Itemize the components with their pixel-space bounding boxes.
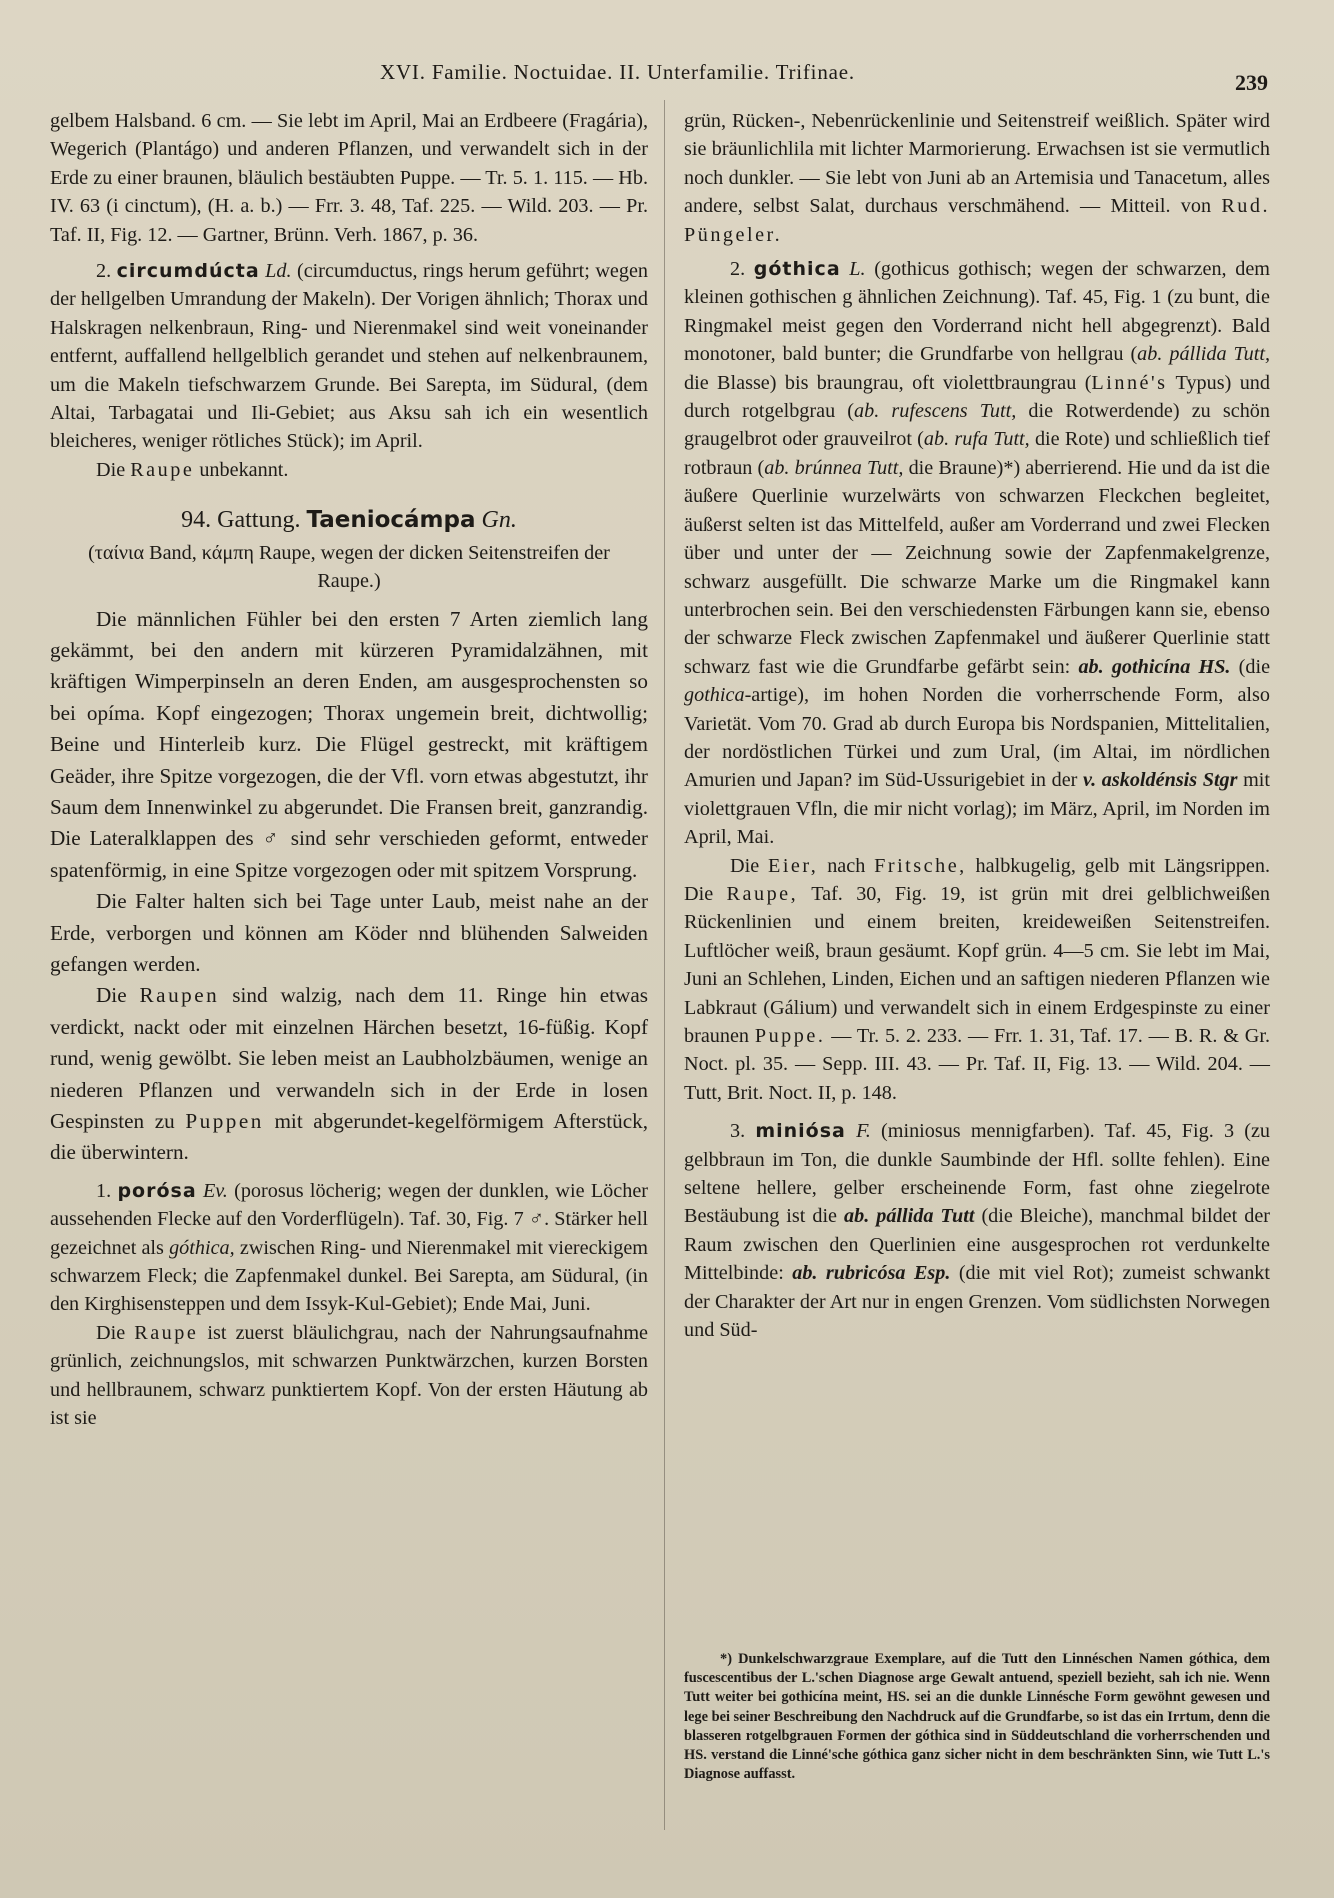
- species-name: porósa: [117, 1179, 197, 1202]
- genus-label: 94. Gattung.: [181, 507, 301, 534]
- species-description: (circumductus, rings herum geführt; wegen der hellgelben Umrandung der Makeln). Der Vorigen ähnlich; Thorax und Halskragen nelkenbraun, Ring- und Nierenmakel sind weit voneinander entfernt, auffallend hellgelblich gerandet und stehen auf nelkenbraunem, um die Makeln tiefschwarzem Grunde. Bei Sarepta, im Südural, (dem Altai, Tarbagatai und Ili-Gebiet; aus Aksu sah ich ein wesentlich bleicheres, weniger rötliches Stück); im April.: [50, 260, 648, 453]
- page-number: 239: [1235, 70, 1268, 95]
- person-name: Fritsche,: [874, 854, 967, 877]
- genus-paragraph-larvae: [50, 980, 648, 1168]
- early-stages-gothica: [684, 852, 1270, 1108]
- spaced-term: Raupe: [130, 458, 195, 481]
- text-fragment: die Blasse) bis braungrau, oft violettbraungrau (: [684, 371, 1092, 394]
- spaced-term: Eier,: [767, 854, 819, 877]
- text-fragment: sind walzig, nach dem 11. Ringe hin etwas verdickt, nackt oder mit einzelnen Härchen besetzt, 16-füßig. Kopf rund, wenig gewölbt. Sie leben meist an Laubholzbäumen, wenige an niederen Pflanzen und verwandeln sich in der Erde in losen Gespinsten zu: [50, 983, 649, 1133]
- species-entry-porosa: [50, 1177, 648, 1319]
- text-fragment: Die: [96, 458, 126, 481]
- spaced-term: Raupe: [134, 1321, 199, 1344]
- species-entry-miniosa: [684, 1117, 1270, 1344]
- footnote: *) Dunkelschwarzgraue Exemplare, auf die Tutt den Linnéschen Namen góthica, dem fuscescentibus der L.'schen Diagnose arge Gewalt antuend, speziell bezieht, sah ich nie. Wenn Tutt weiter bei gothicína meint, HS. sei an die dunkle Linnésche Form gewöhnt gewesen und lege bei seiner Beschreibung den Nachdruck auf die Grundfarbe, so ist das ein Irrtum, denn die blasseren rotgelbgrauen Formen der góthica sind in Süddeutschland die vorherrschenden und HS. verstand die Linné'sche góthica ganz sicher nicht in dem beschränkten Sinn, wie Tutt L.'s Diagnose auffasst.: [684, 1651, 1270, 1783]
- species-reference: gothica: [684, 684, 745, 707]
- raupe-note: [50, 456, 648, 484]
- text-fragment: die Rote) und schließlich tief rotbraun (: [684, 428, 1271, 479]
- species-description: zwischen Ring- und Nierenmakel mit viereckigem schwarzem Fleck; die Zapfenmakel dunkel. Bei Sarepta, am Südural, (in den Kirghisensteppen und dem Issyk-Kul-Gebiet); Ende Mai, Juni.: [50, 1236, 649, 1316]
- text-fragment: mit abgerundet-kegelförmigem Afterstück, die überwintern.: [50, 1109, 649, 1165]
- species-number: 3.: [730, 1120, 746, 1143]
- genus-paragraph-morphology: Die männlichen Fühler bei den ersten 7 Arten ziemlich lang gekämmt, bei den andern mit kürzeren Pyramidalzähnen, mit kräftigen Wimperpinseln an deren Enden, am ausgesprochensten so bei opíma. Kopf eingezogen; Thorax ungemein breit, dichtwollig; Beine und Hinterleib kurz. Die Flügel gestreckt, mit kräftigem Geäder, ihre Spitze vorgezogen, die der Vfl. vorn etwas abgestutzt, ihr Saum dem Innenwinkel zu abgerundet. Die Fransen breit, ganzrandig. Die Lateralklappen des ♂ sind sehr verschieden geformt, entweder spatenförmig, in eine Spitze vorgezogen oder mit spitzem Vorsprung.: [50, 606, 648, 882]
- person-name: Linné's: [1091, 371, 1168, 394]
- text-fragment: (miniosus mennigfarben). Taf. 45, Fig. 3 (zu gelbbraun im Ton, die dunkle Saumbinde der Hfl. sollte fehlen). Eine seltene hellere, gelber erscheinende Form, fast ohne ziegelrote Bestäubung ist die: [684, 1120, 1271, 1228]
- text-fragment: -artige), im hohen Norden die vorherrschende Form, also Varietät. Vom 70. Grad ab durch Europa bis Nordspanien, Mittelitalien, der nordöstlichen Türkei und zum Ural, (im Altai, im nördlichen Amurien und Japan? im Süd-Ussurigebiet in der: [684, 684, 1270, 792]
- genus-name: Taeniocámpa: [306, 507, 476, 534]
- genus-heading: [50, 506, 648, 534]
- aberration-name: ab. pállida Tutt,: [1137, 343, 1270, 366]
- text-fragment: (gothicus gothisch; wegen der schwarzen, dem kleinen gothischen g ähnlichen Zeichnung). Taf. 45, Fig. 1 (zu bunt, die Ringmakel meist gegen den Vorderrand nicht hell abgegrenzt). Bald monotoner, bald bunter; die Grundfarbe von hellgrau (: [684, 258, 1270, 366]
- species-author: F.: [856, 1120, 871, 1143]
- text-fragment: ist zuerst bläulichgrau, nach der Nahrungsaufnahme grünlich, zeichnungslos, mit schwarzen Punktwärzchen, kurzen Borsten und hellbraunem, schwarz punktiertem Kopf. Von der ersten Häutung ab ist sie: [50, 1321, 649, 1430]
- aberration-name: ab. rufescens Tutt,: [854, 400, 1017, 423]
- aberration-name: ab. rubricósa Esp.: [792, 1262, 951, 1285]
- aberration-name: ab. pállida Tutt: [844, 1205, 975, 1228]
- continuation-paragraph: gelbem Halsband. 6 cm. — Sie lebt im April, Mai an Erdbeere (Fragária), Wegerich (Plantágo) und anderen Pflanzen, und verwandelt sich in der Erde zu einer braunen, bläulich bestäubten Puppe. — Tr. 5. 1. 115. — Hb. IV. 63 (i cinctum), (H. a. b.) — Frr. 3. 48, Taf. 225. — Wild. 203. — Pr. Taf. II, Fig. 12. — Gartner, Brünn. Verh. 1867, p. 36.: [50, 110, 648, 246]
- species-number: 1.: [96, 1179, 112, 1202]
- text-fragment: Die: [730, 854, 760, 877]
- right-column: [684, 107, 1270, 1344]
- spaced-term: Puppen: [185, 1109, 264, 1133]
- spaced-term: Raupe,: [726, 882, 799, 905]
- running-head: XVI. Familie. Noctuidae. II. Unterfamilie. Trifinae.: [380, 60, 855, 84]
- column-divider: [664, 100, 665, 1830]
- species-number: 2.: [730, 258, 746, 281]
- aberration-name: ab. gothicína HS.: [1078, 655, 1231, 678]
- person-name: Rud. Püngeler.: [684, 195, 1271, 246]
- species-name: góthica: [753, 258, 841, 281]
- species-number: 2.: [96, 260, 112, 283]
- species-author: Ev.: [202, 1179, 228, 1202]
- continuation-paragraph: [684, 107, 1270, 249]
- spaced-term: Puppe.: [754, 1025, 826, 1047]
- text-fragment: Die: [96, 983, 127, 1008]
- genus-description: [50, 604, 648, 1169]
- species-description: (porosus löcherig; wegen der dunklen, wie Löcher aussehenden Flecke auf den Vorderflügeln). Taf. 30, Fig. 7 ♂. Stärker hell gezeichnet als: [50, 1179, 649, 1259]
- raupe-note: [50, 1319, 648, 1433]
- species-entry-gothica: [684, 255, 1270, 852]
- text-fragment: Typus) und durch rotgelbgrau (: [684, 371, 1270, 423]
- species-reference: góthica,: [169, 1236, 235, 1259]
- text-fragment: mit violettgrauen Vfln, die mir nicht vorlag); im März, April, im Norden im April, Mai.: [684, 769, 1271, 849]
- species-name: circumdúcta: [116, 260, 260, 283]
- text-fragment: Die: [96, 1321, 126, 1344]
- text-fragment: (die: [1238, 655, 1271, 678]
- text-fragment: (die mit viel Rot); zumeist schwankt der Charakter der Art nur in engen Grenzen. Vom südlichsten Norwegen und Süd-: [684, 1262, 1271, 1342]
- spaced-term: Raupen: [139, 983, 220, 1008]
- text-fragment: grün, Rücken-, Nebenrückenlinie und Seitenstreif weißlich. Später wird sie bräunlichlila mit lichter Marmorierung. Erwachsen ist sie vermutlich noch dunkler. — Sie lebt von Juni ab an Artemisia und Tanacetum, alles andere, selbst Salat, durchaus verschmähend. — Mitteil. von: [684, 110, 1270, 218]
- species-name: miniósa: [755, 1120, 846, 1143]
- variety-name: v. askoldénsis Stgr: [1082, 769, 1238, 792]
- species-entry-circumducta: [50, 257, 648, 456]
- text-fragment: (die Bleiche), manchmal bildet der Raum zwischen den Querlinien eine ausgesprochen rot verdunkelte Mittelbinde:: [684, 1205, 1271, 1285]
- species-author: L.: [849, 258, 866, 281]
- genus-paragraph-behaviour: Die Falter halten sich bei Tage unter Laub, meist nahe an der Erde, verborgen und können am Köder nnd blühenden Salweiden gefangen werden.: [50, 889, 648, 976]
- genus-etymology: (ταίνια Band, κάμπη Raupe, wegen der dicken Seitenstreifen der Raupe.): [88, 541, 610, 593]
- text-fragment: — Tr. 5. 2. 233. — Frr. 1. 31, Taf. 17. — B. R. & Gr. Noct. pl. 35. — Sepp. III. 43. — Pr. Taf. II, Fig. 13. — Wild. 204. — Tutt, Brit. Noct. II, p. 148.: [684, 1025, 1271, 1104]
- text-fragment: unbekannt.: [199, 458, 289, 481]
- text-fragment: Taf. 30, Fig. 19, ist grün mit drei gelblichweißen Rückenlinien und einem breiten, kreideweißen Seitenstreifen. Luftlöcher weiß, braun gesäumt. Kopf grün. 4—5 cm. Sie lebt im Mai, Juni an Schlehen, Linden, Eichen und an saftigen niederen Pflanzen wie Labkraut (Gálium) und verwandelt sich in einem Erdgespinste zu einer braunen: [684, 882, 1271, 1047]
- text-fragment: die Rotwerdende) zu schön graugelbrot oder grauveilrot (: [684, 400, 1270, 451]
- text-fragment: die Braune)*) aberrierend. Hie und da ist die äußere Querlinie wurzelwärts von schwarzen Fleckchen begleitet, äußerst selten ist das Mittelfeld, außer am Vorderrand und zwei Flecken über und unter der — Zeichnung sowie der Zapfenmakelgrenze, schwarz ausgefüllt. Die schwarze Marke um die Ringmakel kann unterbrochen sein. Bei den verschiedensten Färbungen kann sie, ebenso der schwarze Fleck zwischen Zapfenmakel und äußerer Querlinie statt schwarz fast wie die Grundfarbe gefärbt sein:: [684, 456, 1270, 678]
- left-column: [50, 107, 648, 1432]
- genus-author: Gn.: [481, 507, 517, 534]
- aberration-name: ab. rufa Tutt,: [923, 428, 1030, 451]
- aberration-name: ab. brúnnea Tutt,: [764, 456, 904, 479]
- species-author: Ld.: [265, 260, 292, 283]
- text-fragment: halbkugelig, gelb mit Längsrippen. Die: [684, 854, 1271, 905]
- text-fragment: nach: [827, 854, 866, 877]
